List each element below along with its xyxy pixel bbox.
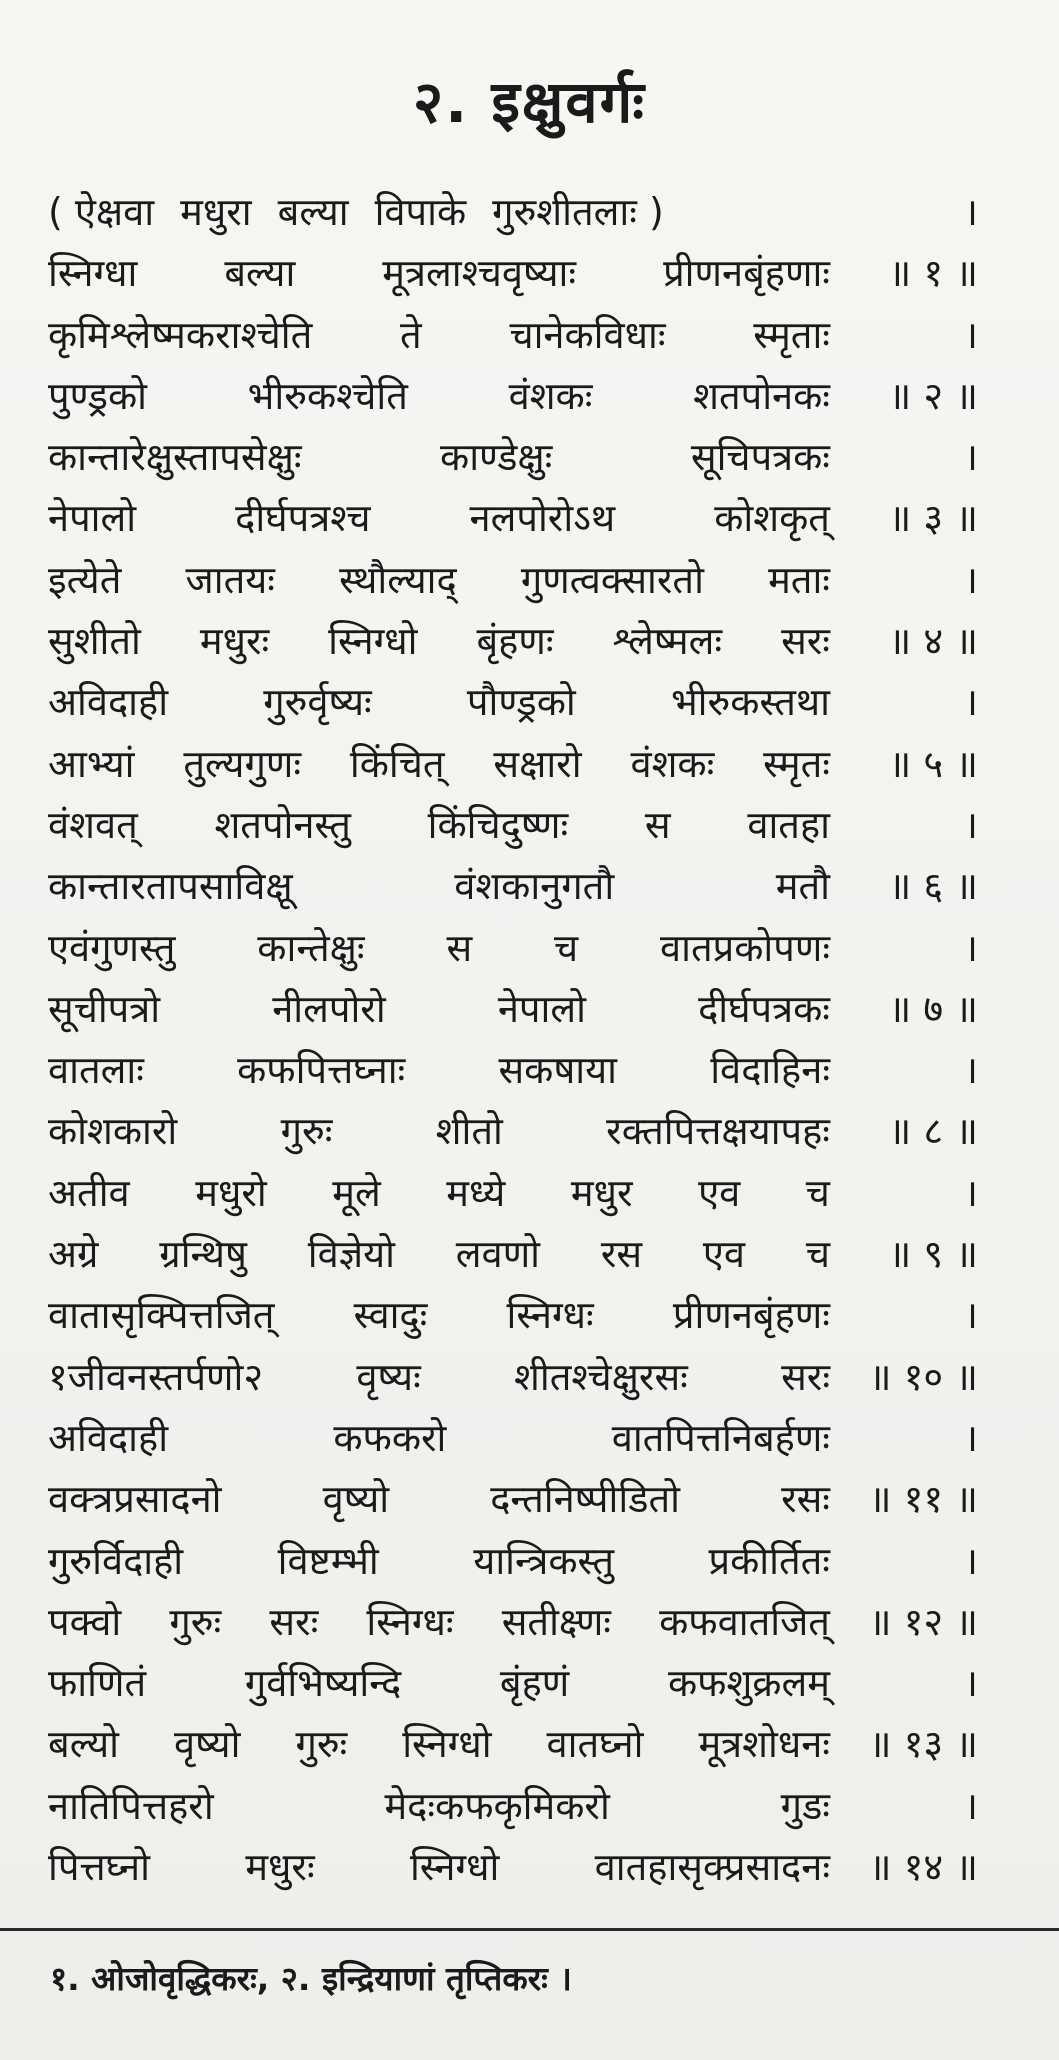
verse-text	[48, 1408, 848, 1469]
verse-word: मध्ये	[446, 1170, 506, 1215]
verse-line	[48, 734, 978, 795]
verse-word: भीरुकश्चेति	[247, 373, 408, 418]
verse-end-marker: ॥ ८ ॥	[888, 1109, 978, 1154]
verse-line	[48, 1040, 978, 1101]
verse-word: स्निग्धः	[506, 1293, 594, 1338]
verse-word: मधुरो	[195, 1170, 267, 1215]
verse-end-marker: ।	[963, 925, 978, 970]
verse-word: विष्टम्भी	[277, 1538, 379, 1583]
verse-word: अविदाही	[48, 680, 169, 725]
verse-word: मधुरा	[180, 190, 252, 234]
verse-line	[48, 918, 978, 979]
verse-word: स्निग्धो	[409, 1845, 500, 1890]
verse-word: नेपालो	[497, 986, 586, 1031]
verse-word: वातप्रकोपणः	[659, 925, 830, 970]
verse-word: पुण्ड्रको	[48, 373, 147, 418]
verse-word: बल्या	[224, 251, 296, 296]
verse-word: बल्यो	[48, 1722, 119, 1767]
verse-word: गुरुः	[169, 1599, 222, 1644]
verse-word: कृमिश्लेष्मकराश्चेति	[48, 312, 313, 357]
verse-line	[48, 427, 978, 488]
verse-word: च	[805, 1170, 830, 1215]
verse-word: शीतश्चेक्षुरसः	[514, 1354, 688, 1399]
verse-text	[48, 856, 848, 917]
verse-word: प्रीणनबृंहणः	[672, 1293, 830, 1338]
verse-line	[48, 795, 978, 856]
verse-word: गुरुः	[280, 1109, 333, 1154]
verse-end-marker: ।	[963, 312, 978, 357]
verse-word: विज्ञेयो	[307, 1232, 395, 1277]
verse-end-marker: ॥ ९ ॥	[888, 1232, 978, 1277]
verse-word: प्रीणनबृंहणाः	[663, 251, 830, 296]
verse-text	[48, 243, 848, 304]
verse-word: बल्या	[277, 190, 349, 234]
verse-line	[48, 243, 978, 304]
verse-word: ( ऐक्षवा	[48, 190, 155, 234]
verse-word: सरः	[781, 1354, 830, 1399]
verse-word: चानेकविधाः	[509, 312, 666, 357]
verse-line	[48, 1837, 978, 1898]
verse-word: पक्वो	[48, 1599, 122, 1644]
verse-word: स	[446, 925, 473, 970]
verse-word: १जीवनस्तर्पणो२	[48, 1354, 264, 1399]
verse-end-marker: ।	[963, 435, 978, 480]
verse-line	[48, 488, 978, 549]
verse-text	[48, 1347, 848, 1408]
verse-block	[48, 182, 978, 1898]
verse-word: मतौ	[775, 864, 830, 909]
verse-word: वृष्यो	[322, 1477, 390, 1522]
verse-end-marker: ॥ ४ ॥	[888, 619, 978, 664]
verse-end-marker: ।	[963, 802, 978, 847]
verse-end-marker: ॥ ११ ॥	[868, 1477, 978, 1522]
verse-text	[48, 979, 848, 1040]
verse-word: गुरुः	[295, 1722, 348, 1767]
verse-text	[48, 488, 848, 549]
verse-word: सक्षारो	[493, 741, 582, 786]
verse-end-marker: ॥ १३ ॥	[868, 1722, 978, 1767]
verse-word: वातघ्नो	[546, 1722, 644, 1767]
verse-text	[48, 734, 848, 795]
verse-word: बृंहणं	[499, 1661, 570, 1706]
verse-text	[48, 918, 848, 979]
verse-word: ग्रन्थिषु	[159, 1232, 247, 1277]
verse-word: वंशकानुगतौ	[454, 864, 615, 909]
verse-word: स्थौल्याद्	[339, 557, 457, 602]
verse-word: किंचित्	[349, 741, 445, 786]
verse-word: एव	[702, 1232, 746, 1277]
verse-word: कान्तारेक्षुस्तापसेक्षुः	[48, 435, 302, 480]
verse-word: नीलपोरो	[272, 986, 386, 1031]
verse-text	[48, 1653, 848, 1714]
verse-word: मेदःकफकृमिकरो	[384, 1783, 610, 1828]
verse-word: कोशकृत्	[714, 496, 830, 541]
verse-word: च	[554, 925, 579, 970]
verse-text	[48, 1714, 848, 1775]
verse-word: गुणत्वक्सारतो	[520, 557, 704, 602]
verse-end-marker: ॥ ५ ॥	[888, 741, 978, 786]
verse-end-marker: ।	[963, 1661, 978, 1706]
verse-word: वृष्यः	[356, 1354, 421, 1399]
verse-word: किंचिदुष्णः	[427, 802, 569, 847]
verse-word: शीतो	[435, 1109, 503, 1154]
verse-text	[48, 1285, 848, 1346]
verse-text	[48, 672, 848, 733]
verse-line	[48, 1101, 978, 1162]
verse-text	[48, 1224, 848, 1285]
verse-word: ते	[400, 312, 422, 357]
verse-text	[48, 795, 848, 856]
verse-word: पित्तघ्नो	[48, 1845, 150, 1890]
verse-word: स्मृतः	[763, 741, 830, 786]
verse-word: प्रकीर्तितः	[708, 1538, 830, 1583]
verse-word: स्निग्धा	[48, 251, 138, 296]
verse-word: कफवातजित्	[659, 1599, 830, 1644]
verse-line	[48, 1347, 978, 1408]
verse-line	[48, 366, 978, 427]
verse-word: रस	[600, 1232, 643, 1277]
verse-end-marker: ॥ ७ ॥	[888, 986, 978, 1031]
verse-word: विदाहिनः	[710, 1048, 830, 1093]
verse-word: जातयः	[185, 557, 275, 602]
verse-word: शतपोनस्तु	[214, 802, 351, 847]
verse-text	[48, 611, 848, 672]
verse-word: अविदाही	[48, 1415, 169, 1460]
verse-text	[48, 182, 848, 243]
verse-word: रसः	[781, 1477, 830, 1522]
verse-word: स्निग्धो	[328, 619, 418, 664]
verse-text	[48, 1531, 848, 1592]
verse-word: कान्तेक्षुः	[257, 925, 365, 970]
verse-word: स्मृताः	[753, 312, 830, 357]
verse-word: वंशवत्	[48, 802, 138, 847]
verse-word: स	[644, 802, 671, 847]
verse-word: नलपोरोऽथ	[469, 496, 616, 541]
chapter-title: २. इक्षुवर्गः	[412, 68, 647, 136]
verse-line	[48, 611, 978, 672]
verse-line	[48, 1285, 978, 1346]
verse-word: कोशकारो	[48, 1109, 178, 1154]
verse-word: मूत्रशोधनः	[698, 1722, 830, 1767]
verse-text	[48, 1592, 848, 1653]
verse-word: वातपित्तनिबर्हणः	[611, 1415, 830, 1460]
verse-word: सूचीपत्रो	[48, 986, 161, 1031]
verse-word: स्वादुः	[353, 1293, 428, 1338]
verse-end-marker: ॥ १० ॥	[868, 1354, 978, 1399]
verse-word: आभ्यां	[48, 741, 135, 786]
verse-end-marker: ॥ ६ ॥	[888, 864, 978, 909]
verse-line	[48, 979, 978, 1040]
verse-word: सूचिपत्रकः	[690, 435, 830, 480]
verse-word: वृष्यो	[173, 1722, 241, 1767]
verse-word: कफकरो	[333, 1415, 447, 1460]
verse-end-marker: ।	[963, 1415, 978, 1460]
verse-text	[48, 1101, 848, 1162]
verse-word: गुरुर्विदाही	[48, 1538, 184, 1583]
verse-word: काण्डेक्षुः	[440, 435, 553, 480]
verse-word: श्लेष्मलः	[612, 619, 723, 664]
verse-text	[48, 550, 848, 611]
verse-word: वातासृक्पित्तजित्	[48, 1293, 275, 1338]
verse-word: एव	[698, 1170, 741, 1215]
verse-word: सतीक्ष्णः	[501, 1599, 611, 1644]
verse-text	[48, 1776, 848, 1837]
verse-word: मूले	[332, 1170, 381, 1215]
verse-line	[48, 305, 978, 366]
verse-word: विपाके	[374, 190, 467, 234]
verse-end-marker: ॥ १२ ॥	[868, 1599, 978, 1644]
verse-word: सकषाया	[498, 1048, 618, 1093]
verse-line	[48, 1531, 978, 1592]
verse-word: एवंगुणस्तु	[48, 925, 176, 970]
verse-line	[48, 1408, 978, 1469]
verse-word: मूत्रलाश्चवृष्याः	[382, 251, 577, 296]
verse-word: रक्तपित्तक्षयापहः	[606, 1109, 830, 1154]
verse-word: इत्येते	[48, 557, 122, 602]
verse-word: दीर्घपत्रकः	[698, 986, 830, 1031]
verse-text	[48, 1837, 848, 1898]
verse-text	[48, 427, 848, 488]
verse-word: तुल्यगुणः	[183, 741, 302, 786]
verse-word: दीर्घपत्रश्च	[235, 496, 371, 541]
verse-word: मधुर	[570, 1170, 633, 1215]
verse-end-marker: ॥ १४ ॥	[868, 1845, 978, 1890]
verse-word: नातिपित्तहरो	[48, 1783, 214, 1828]
verse-word: भीरुकस्तथा	[670, 680, 830, 725]
verse-word: स्निग्धः	[366, 1599, 454, 1644]
verse-line	[48, 1653, 978, 1714]
verse-word: गुडः	[780, 1783, 830, 1828]
verse-word: सुशीतो	[48, 619, 141, 664]
verse-text	[48, 1163, 848, 1224]
verse-word: सरः	[269, 1599, 319, 1644]
verse-end-marker: ।	[963, 1293, 978, 1338]
verse-line	[48, 182, 978, 243]
verse-text	[48, 1040, 848, 1101]
verse-word: वंशकः	[508, 373, 593, 418]
verse-word: सरः	[781, 619, 830, 664]
verse-word: अग्रे	[48, 1232, 99, 1277]
verse-line	[48, 856, 978, 917]
verse-word: पौण्ड्रको	[466, 680, 576, 725]
verse-line	[48, 1776, 978, 1837]
verse-word: अतीव	[48, 1170, 130, 1215]
verse-end-marker: ॥ ३ ॥	[888, 496, 978, 541]
verse-word: वंशकः	[630, 741, 715, 786]
verse-word: स्निग्धो	[402, 1722, 492, 1767]
footnote-divider	[0, 1928, 1059, 1931]
verse-word: मधुरः	[199, 619, 270, 664]
verse-end-marker: ॥ २ ॥	[888, 373, 978, 418]
verse-word: गुरुशीतलाः )	[492, 190, 664, 234]
verse-text	[48, 305, 848, 366]
verse-line	[48, 1224, 978, 1285]
verse-line	[48, 1592, 978, 1653]
verse-end-marker: ।	[963, 680, 978, 725]
verse-word: बृंहणः	[476, 619, 554, 664]
verse-word: वक्त्रप्रसादनो	[48, 1477, 222, 1522]
verse-line	[48, 672, 978, 733]
verse-word: गुर्वभिष्यन्दि	[244, 1661, 402, 1706]
verse-text	[48, 1469, 848, 1530]
verse-end-marker: ॥ १ ॥	[888, 251, 978, 296]
verse-end-marker: ।	[963, 557, 978, 602]
verse-word: कफशुक्रलम्	[667, 1661, 830, 1706]
verse-line	[48, 1714, 978, 1775]
verse-word: वातहासृक्प्रसादनः	[594, 1845, 830, 1890]
verse-end-marker: ।	[963, 1170, 978, 1215]
verse-word: फाणितं	[48, 1661, 147, 1706]
verse-word: वातहा	[747, 802, 830, 847]
verse-line	[48, 1469, 978, 1530]
verse-text	[48, 366, 848, 427]
verse-word: कफपित्तघ्नाः	[237, 1048, 406, 1093]
verse-word: च	[805, 1232, 830, 1277]
verse-word: लवणो	[455, 1232, 541, 1277]
verse-word: कान्तारतापसाविक्षू	[48, 864, 293, 909]
verse-end-marker: ।	[963, 1538, 978, 1583]
verse-word: शतपोनकः	[693, 373, 830, 418]
verse-word: वातलाः	[48, 1048, 144, 1093]
verse-end-marker: ।	[963, 190, 978, 234]
verse-word: यान्त्रिकस्तु	[473, 1538, 614, 1583]
verse-end-marker: ।	[963, 1048, 978, 1093]
footnote: १. ओजोवृद्धिकरः, २. इन्द्रियाणां तृप्तिकरः ।	[50, 1959, 572, 1998]
verse-line	[48, 1163, 978, 1224]
verse-word: नेपालो	[48, 496, 137, 541]
verse-word: मताः	[768, 557, 830, 602]
verse-word: गुरुर्वृष्यः	[263, 680, 372, 725]
verse-line	[48, 550, 978, 611]
verse-end-marker: ।	[963, 1783, 978, 1828]
verse-word: मधुरः	[245, 1845, 315, 1890]
verse-word: दन्तनिष्पीडितो	[490, 1477, 680, 1522]
